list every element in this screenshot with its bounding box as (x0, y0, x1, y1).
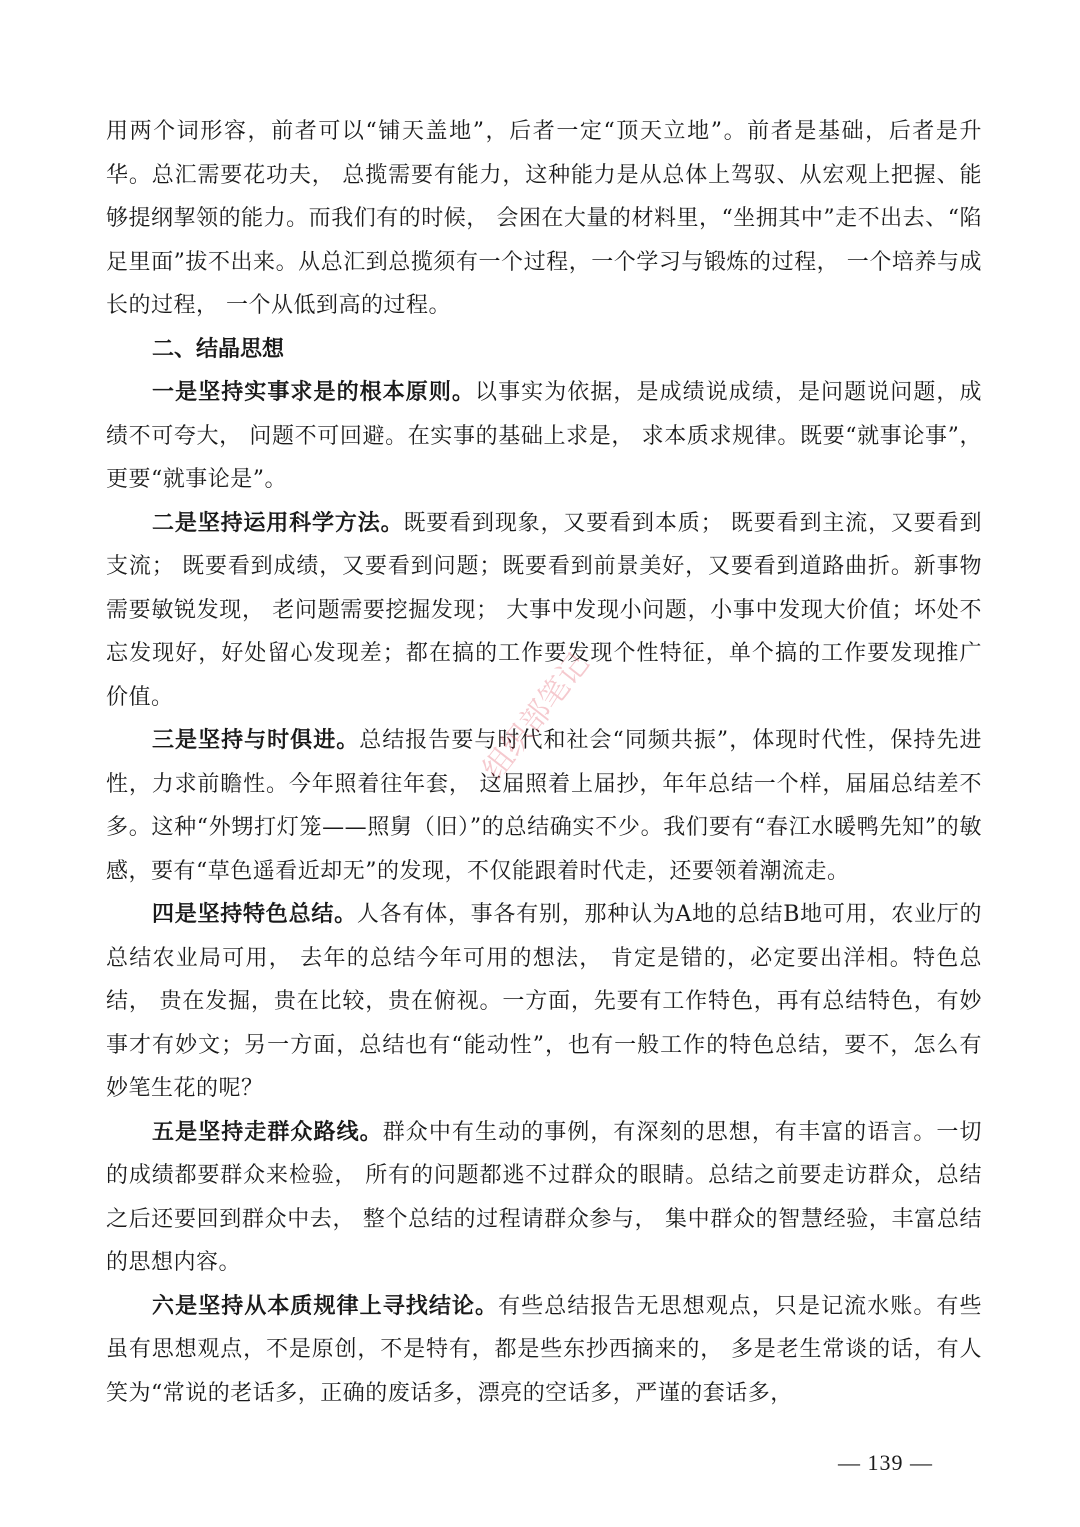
document-body (106, 110, 982, 1415)
paragraph-text: 总结报告要与时代和社会“同频共振”，体现时代性，保持先进性，力求前瞻性。今年照着往年套， 这届照着上届抄，年年总结一个样，届届总结差不多。这种“外甥打灯笼——照舅（旧）”的总结确实不少。我们要有“春江水暖鸭先知”的敏感，要有“草色遥看近却无”的发现，不仅能跟着时代走，还要领着潮流走。 (106, 728, 982, 884)
paragraph-lead: 四是坚持特色总结。 (152, 901, 357, 927)
paragraph-text: 以事实为依据，是成绩说成绩，是问题说问题，成绩不可夸大， 问题不可回避。在实事的基础上求是， 求本质求规律。既要“就事论事”，更要“就事论是”。 (106, 380, 982, 492)
paragraph-principle-5 (106, 1111, 982, 1285)
paragraph-principle-1 (106, 371, 982, 502)
paragraph-text: 人各有体，事各有别，那种认为A地的总结B地可用，农业厅的总结农业局可用， 去年的总结今年可用的想法， 肯定是错的，必定要出洋相。特色总结， 贵在发掘，贵在比较，贵在俯视。一方面，先要有工作特色，再有总结特色，有妙事才有妙文；另一方面，总结也有“能动性”，也有一般工作的特色总结，要不，怎么有妙笔生花的呢？ (106, 902, 982, 1101)
paragraph-lead: 二是坚持运用科学方法。 (152, 509, 404, 536)
paragraph-principle-6 (106, 1285, 982, 1416)
paragraph-text: 既要看到现象，又要看到本质； 既要看到主流，又要看到支流； 既要看到成绩，又要看到问题；既要看到前景美好，又要看到道路曲折。新事物需要敏锐发现， 老问题需要挖掘发现； 大事中发现小问题，小事中发现大价值；坏处不忘发现好，好处留心发现差；都在搞的工作要发现个性特征，单个搞的工作要发现推广价值。 (106, 510, 982, 710)
page-number: — 139 — (838, 1450, 933, 1475)
paragraph-continuation: 用两个词形容，前者可以“铺天盖地”，后者一定“顶天立地”。前者是基础，后者是升华。总汇需要花功夫， 总揽需要有能力，这种能力是从总体上驾驭、从宏观上把握、能够提纲挈领的能力。而我们有的时候， 会困在大量的材料里，“坐拥其中”走不出去、“陷足里面”拔不出来。从总汇到总揽须有一个过程，一个学习与锻炼的过程， 一个培养与成长的过程， 一个从低到高的过程。 (106, 119, 982, 318)
paragraph-lead: 六是坚持从本质规律上寻找结论。 (152, 1292, 499, 1319)
section-heading: 二、结晶思想 (152, 336, 285, 362)
paragraph-text: 群众中有生动的事例，有深刻的思想，有丰富的语言。一切的成绩都要群众来检验， 所有的问题都逃不过群众的眼睛。总结之前要走访群众，总结之后还要回到群众中去， 整个总结的过程请群众参与， 集中群众的智慧经验，丰富总结的思想内容。 (106, 1119, 982, 1275)
paragraph-lead: 三是坚持与时俱进。 (152, 727, 360, 753)
paragraph-principle-4 (106, 893, 982, 1111)
paragraph-text: 有些总结报告无思想观点，只是记流水账。有些虽有思想观点，不是原创，不是特有，都是些东抄西摘来的， 多是老生常谈的话，有人笑为“常说的老话多，正确的废话多，漂亮的空话多，严谨的套话多， (106, 1293, 982, 1406)
paragraph-principle-2 (106, 502, 982, 720)
paragraph-lead: 五是坚持走群众路线。 (152, 1118, 383, 1145)
paragraph-principle-3 (106, 719, 982, 893)
watermark: 组织部笔记 (476, 646, 597, 787)
paragraph-lead: 一是坚持实事求是的根本原则。 (152, 379, 475, 405)
